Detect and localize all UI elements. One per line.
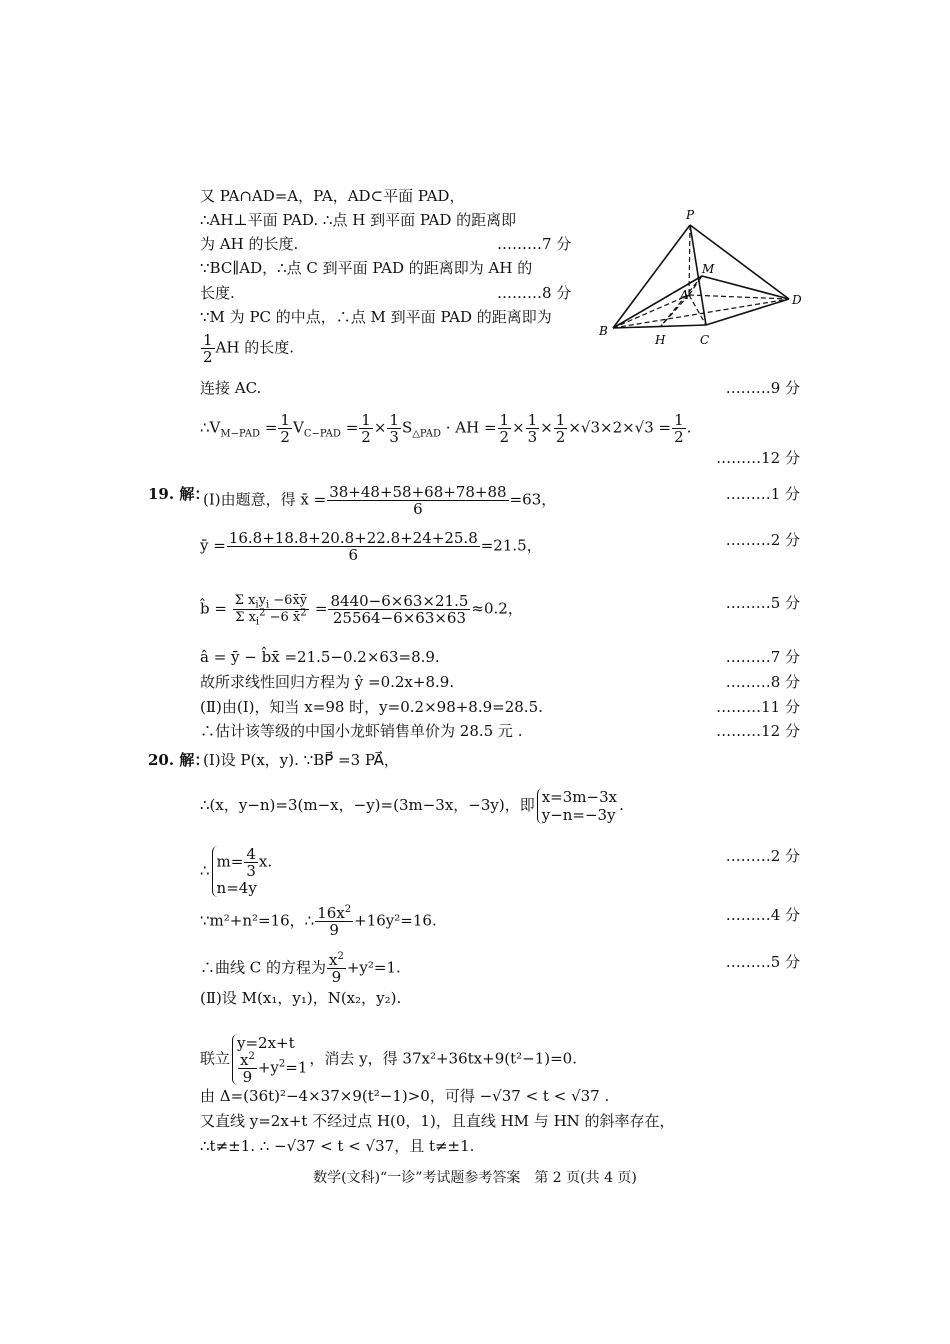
q18-volume-equation: $\therefore V_{M-PAD}$ = $\frac{1}{2}$ $V_{C-PAD}$ = $\frac{1}{2}$ × $\frac{1}{3}$ $S_{\triangle PAD}$ · AH = $\frac{1}{2}$ × $\frac{1}{3}$ × $\frac{1}{2}$ ×√3×2×√3 = $\frac{1}{2}$ . xyxy=(200,411,692,446)
q20-points-4: ………4 分 xyxy=(725,906,800,924)
q18-line-1: 又 PA∩AD=A，PA，AD⊂平面 PAD， xyxy=(200,187,465,205)
vertex-A: A xyxy=(680,288,689,302)
q18-line-6: ∵M 为 PC 的中点，∴点 M 到平面 PAD 的距离即为 xyxy=(200,308,552,326)
q18-points-12: ………12 分 xyxy=(716,449,800,467)
q20-line-2: ∴(x，y−n)=3(m−x，−y)=(3m−3x，−3y)，即 x=3m−3x y−n=−3y . xyxy=(200,788,624,824)
vertex-C: C xyxy=(700,333,710,347)
q18-line-2: ∴AH⊥平面 PAD. ∴点 H 到平面 PAD 的距离即 xyxy=(200,211,517,229)
q18-points-7: ………7 分 xyxy=(497,235,572,253)
q19-regression: 故所求线性回归方程为 ŷ =0.2x+8.9. xyxy=(200,673,455,691)
q20-line-1: (Ⅰ)设 P(x，y). ∵BP⃗ =3 PA⃗， xyxy=(203,751,399,769)
q19-label: 19. 解： xyxy=(148,485,210,503)
q18-points-8: ………8 分 xyxy=(497,284,572,302)
q20-line-3: ∴ m= $\frac{4}{3}$ x. n=4y xyxy=(200,845,273,897)
q18-points-9: ………9 分 xyxy=(725,379,800,397)
q19-slope: b̂ = $\frac{\Sigma x_iy_i -6x̄ȳ}{\Sigma x_i^2 -6 x̄^2}$ = $\frac{8440-6\times 63\times 21.5}{25564-6\times 63\times 63}$ ≈0.2， xyxy=(200,592,523,628)
vertex-B: B xyxy=(599,324,608,338)
q20-points-5: ………5 分 xyxy=(725,953,800,971)
vertex-M: M xyxy=(702,262,715,276)
q20-line-8: 由 Δ=(36t)²−4×37×9(t²−1)>0，可得 −√37 < t < √37 . xyxy=(200,1087,610,1105)
q18-line-4: ∵BC∥AD，∴点 C 到平面 PAD 的距离即为 AH 的 xyxy=(200,259,533,277)
q19-points-1: ………1 分 xyxy=(725,485,800,503)
q18-line-8: 连接 AC. xyxy=(200,379,262,397)
q19-mean-x: (Ⅰ)由题意，得 x̄ = $\frac{38+48+58+68+78+88}{6}$ =63， xyxy=(203,483,557,518)
q20-line-7: 联立 y=2x+t $\frac{x^2}{9}$ $+y^2=1$ ，消去 y，得 37x²+36tx+9(t²−1)=0. xyxy=(200,1034,577,1086)
q19-mean-y: ȳ = $\frac{16.8+18.8+20.8+22.8+24+25.8}{6}$ =21.5， xyxy=(200,529,542,564)
q20-line-6: (Ⅱ)设 M(x₁，y₁)，N(x₂，y₂). xyxy=(200,989,402,1007)
q20-label: 20. 解： xyxy=(148,751,210,769)
q20-line-5: ∴曲线 C 的方程为 $\frac{x^2}{9}$ +y²=1. xyxy=(200,951,401,986)
q19-points-2: ………2 分 xyxy=(725,531,800,549)
q19-intercept: â = ȳ − b̂x̄ =21.5−0.2×63=8.9. xyxy=(200,648,440,666)
vertex-H: H xyxy=(655,333,666,347)
q19-conclusion: ∴估计该等级的中国小龙虾销售单价为 28.5 元 . xyxy=(200,722,523,740)
q19-points-5: ………5 分 xyxy=(725,594,800,612)
page-footer: 数学(文科)“一诊”考试题参考答案 第 2 页(共 4 页) xyxy=(313,1170,637,1186)
q19-part2: (Ⅱ)由(Ⅰ)，知当 x=98 时，y=0.2×98+8.9=28.5. xyxy=(200,698,543,716)
pyramid-figure xyxy=(596,205,806,350)
q20-line-10: ∴t≠±1. ∴ −√37 < t < √37，且 t≠±1. xyxy=(200,1137,475,1155)
q20-points-2: ………2 分 xyxy=(725,847,800,865)
q19-points-8: ………8 分 xyxy=(725,673,800,691)
q19-points-7: ………7 分 xyxy=(725,648,800,666)
q19-points-11: ………11 分 xyxy=(716,698,800,716)
q20-line-9: 又直线 y=2x+t 不经过点 H(0，1)，且直线 HM 与 HN 的斜率存在， xyxy=(200,1112,675,1130)
vertex-P: P xyxy=(686,208,695,222)
q18-line-5: 长度. xyxy=(200,284,235,302)
q19-points-12: ………12 分 xyxy=(716,722,800,740)
vertex-D: D xyxy=(792,293,802,307)
q20-line-4: ∵m²+n²=16，∴ $\frac{16x^2}{9}$ +16y²=16. xyxy=(200,904,437,939)
fraction-half: $\frac{1}{2}$ xyxy=(203,331,213,366)
q18-line-7: $\frac{1}{2}$ AH 的长度. xyxy=(203,331,294,366)
q18-line-3: 为 AH 的长度. xyxy=(200,235,299,253)
